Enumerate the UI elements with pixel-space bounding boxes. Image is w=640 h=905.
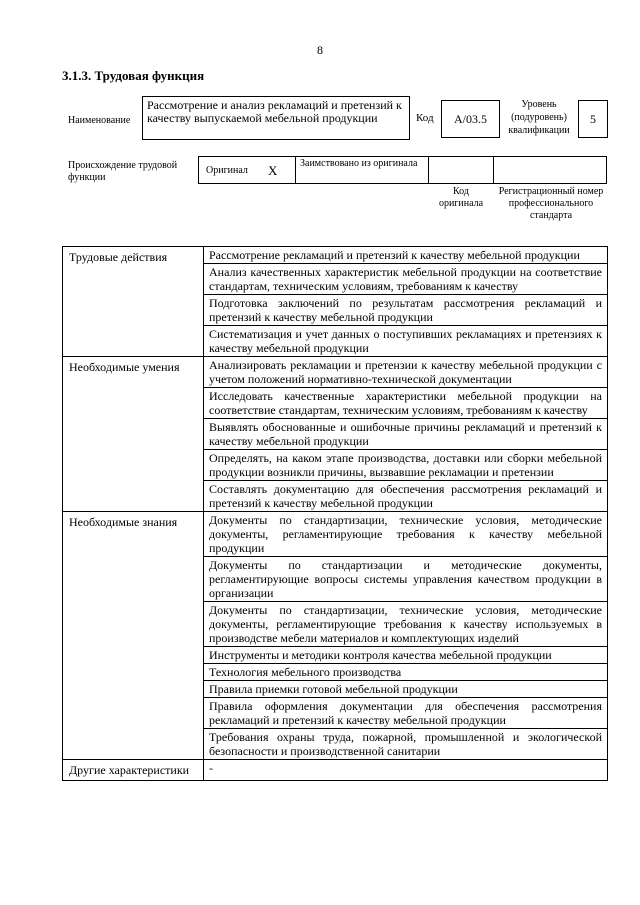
table-row [63,512,608,557]
name-value: Рассмотрение и анализ рекламаций и претензий к качеству выпускаемой мебельной продукции [147,98,402,125]
table-row [63,760,608,781]
original-label: Оригинал [206,165,248,176]
labor-function-table [62,246,608,781]
section-item: Инструменты и методики контроля качества мебельной продукции [204,647,608,664]
table-row [63,247,608,264]
section-item: Систематизация и учет данных о поступивших рекламациях и претензиях к качеству мебельной продукции [204,326,608,357]
name-label: Наименование [68,115,131,126]
section-item: Документы по стандартизации, технические условия, методические документы, регламентирующие требования к качеству используемых в производстве мебели материалов и комплектующих изделий [204,602,608,647]
level-value: 5 [578,100,608,138]
level-label: Уровень (подуровень) квалификации [508,99,570,136]
section-item: Исследовать качественные характеристики мебельной продукции на соответствие стандартам, техническим условиям, требованиям к качеству [204,388,608,419]
section-label: Другие характеристики [63,760,204,781]
section-item: Рассмотрение рекламаций и претензий к качеству мебельной продукции [204,247,608,264]
section-title: 3.1.3. Трудовая функция [62,68,205,83]
original-cell [198,156,296,184]
borrowed-cell [295,156,429,184]
reg-number-cell [493,156,607,184]
section-label: Необходимые умения [63,357,204,512]
origin-label: Происхождение трудовой функции [68,160,178,183]
section-item: Правила приемки готовой мебельной продукции [204,681,608,698]
section-item: Правила оформления документации для обеспечения рассмотрения рекламаций и претензий к качеству мебельной продукции [204,698,608,729]
name-value-box [142,96,410,140]
table-row [63,357,608,388]
borrowed-label: Заимствовано из оригинала [300,158,418,169]
section-item: Подготовка заключений по результатам рассмотрения рекламаций и претензий к качеству мебельной продукции [204,295,608,326]
section-item: Анализ качественных характеристик мебельной продукции на соответствие стандартам, техническим условиям, требованиям к качеству [204,264,608,295]
reg-number-label: Регистрационный номер профессионального стандарта [498,186,604,221]
section-item: Требования охраны труда, пожарной, промышленной и экологической безопасности и производственной санитарии [204,729,608,760]
section-item: Определять, на каком этапе производства, доставки или сборки мебельной продукции возникли причины, вызвавшие рекламации и претензии [204,450,608,481]
section-item: Выявлять обоснованные и ошибочные причины рекламаций и претензий к качеству мебельной продукции [204,419,608,450]
section-item: Документы по стандартизации и методические документы, регламентирующие вопросы системы управления качеством продукции в организации [204,557,608,602]
section-item: Составлять документацию для обеспечения рассмотрения рекламаций и претензий к качеству мебельной продукции [204,481,608,512]
section-item: Технология мебельного производства [204,664,608,681]
section-item: Документы по стандартизации, технические условия, методические документы, регламентирующие требования к качеству мебельной продукции [204,512,608,557]
section-item: Анализировать рекламации и претензии к качеству мебельной продукции с учетом положений нормативно-технической документации [204,357,608,388]
section-label: Трудовые действия [63,247,204,357]
page-number: 8 [317,43,323,57]
code-original-label: Код оригинала [438,186,484,209]
code-label: Код [416,112,434,124]
section-item: - [204,760,608,781]
code-original-cell [428,156,494,184]
original-mark: X [268,163,278,178]
code-value: A/03.5 [441,100,500,138]
section-label: Необходимые знания [63,512,204,760]
